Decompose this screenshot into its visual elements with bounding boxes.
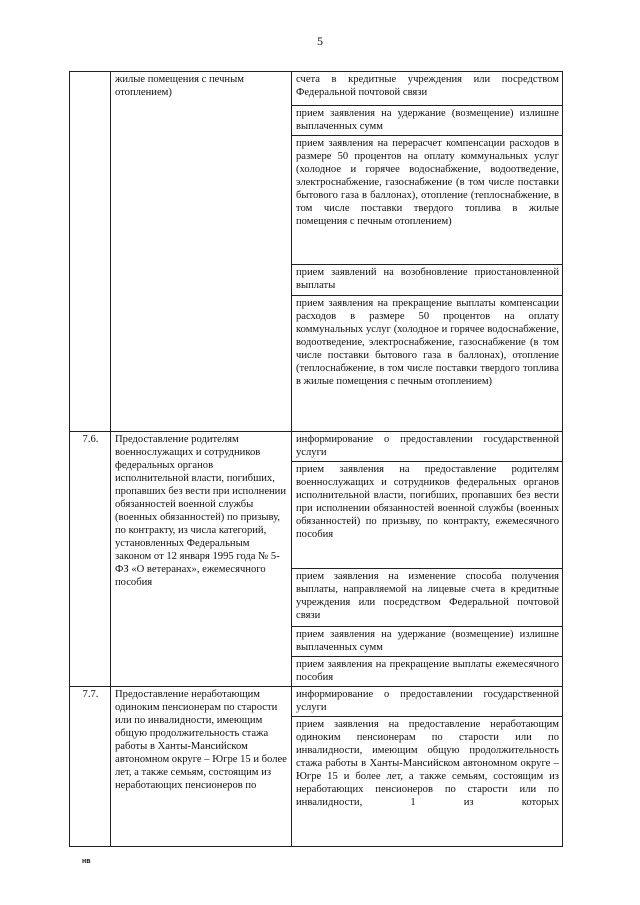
table-row — [70, 432, 563, 462]
procedure-step: прием заявления на удержание (возмещение) излишне выплаченных сумм — [292, 106, 563, 136]
procedure-step: счета в кредитные учреждения или посредством Федеральной почтовой связи — [292, 72, 563, 106]
service-name: Предоставление родителям военнослужащих и сотрудников федеральных органов исполнительной власти, погибших, пропавших без вести при исполнении обязанностей военной службы (военных обязанностей) по призыву, по контракту, из числа категорий, установленных Федеральным законом от 12 января 1995 года № 5-ФЗ «О ветеранах», ежемесячного пособия — [111, 432, 292, 687]
services-table — [69, 71, 563, 847]
procedure-step: прием заявления на прекращение выплаты компенсации расходов в размере 50 процентов на оплату коммунальных услуг (холодное и горячее водоснабжение, водоотведение, электроснабжение, газоснабжение (в том числе поставки бытового газа в баллонах), отопление (теплоснабжение, в том числе поставки твердого топлива в жилые помещения с печным отоплением) — [292, 296, 563, 432]
item-number — [70, 72, 111, 432]
item-number: 7.6. — [70, 432, 111, 687]
procedure-step: прием заявления на предоставление неработающим одиноким пенсионерам по старости или по инвалидности, имеющим общую продолжительность стажа работы в Ханты-Мансийском автономном округе – Югре 15 и более лет, а также семьям, состоящим из неработающих пенсионеров по старости или по инвалидности, 1 из которых — [292, 717, 563, 847]
procedure-step: прием заявления на перерасчет компенсации расходов в размере 50 процентов на оплату коммунальных услуг (холодное и горячее водоснабжение, водоотведение, электроснабжение, газоснабжение (в том числе поставки бытового газа в баллонах), отопление (теплоснабжение, в том числе поставки твердого топлива в жилые помещения с печным отоплением) — [292, 136, 563, 265]
table-row — [70, 687, 563, 717]
procedure-step: информирование о предоставлении государственной услуги — [292, 687, 563, 717]
procedure-step: прием заявления на прекращение выплаты ежемесячного пособия — [292, 657, 563, 687]
item-number: 7.7. — [70, 687, 111, 847]
procedure-step: прием заявлений на возобновление приостановленной выплаты — [292, 265, 563, 296]
procedure-step: прием заявления на удержание (возмещение) излишне выплаченных сумм — [292, 627, 563, 657]
procedure-step: прием заявления на изменение способа получения выплаты, направляемой на лицевые счета в кредитные учреждения или посредством Федеральной почтовой связи — [292, 569, 563, 627]
page-number: 5 — [317, 34, 323, 48]
procedure-step: прием заявления на предоставление родителям военнослужащих и сотрудников федеральных органов исполнительной власти, погибших, пропавших без вести при исполнении обязанностей военной службы (военных обязанностей) по призыву, по контракту, ежемесячного пособия — [292, 462, 563, 569]
service-name: жилые помещения с печным отоплением) — [111, 72, 292, 432]
service-name: Предоставление неработающим одиноким пенсионерам по старости или по инвалидности, имеющим общую продолжительность стажа работы в Ханты-Мансийском автономном округе – Югре 15 и более лет, а также семьям, состоящим из неработающих пенсионеров по — [111, 687, 292, 847]
procedure-step: информирование о предоставлении государственной услуги — [292, 432, 563, 462]
table-row — [70, 72, 563, 106]
footer-mark: нв — [82, 858, 91, 865]
